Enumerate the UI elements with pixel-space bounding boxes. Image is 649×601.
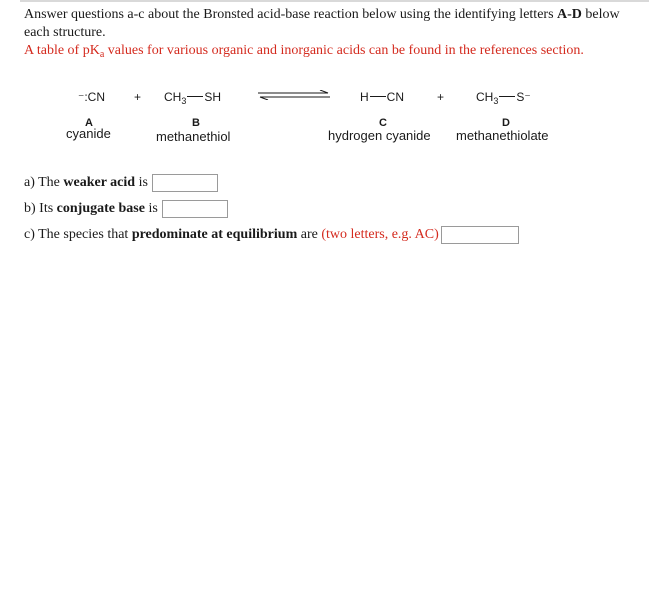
formula-a-text: ⁻:CN (78, 90, 105, 104)
name-b: methanethiol (156, 129, 231, 144)
reference-text: A table of pK (24, 43, 100, 58)
label-d: D (502, 117, 510, 129)
top-divider (20, 0, 649, 2)
question-c (24, 225, 519, 245)
name-d: methanethiolate (456, 128, 549, 143)
name-a: cyanide (66, 126, 111, 141)
question-a-suffix: is (135, 175, 148, 190)
answer-b-input[interactable] (162, 200, 228, 218)
question-b-prefix: b) Its (24, 201, 57, 216)
reference-text-end: values for various organic and inorganic acids can be found in the references section. (104, 43, 584, 58)
answer-a-input[interactable] (152, 174, 218, 192)
question-c-bold: predominate at equilibrium (131, 227, 298, 242)
formula-d-ch: CH (476, 90, 494, 104)
question-b-bold: conjugate base (56, 201, 145, 216)
plus-sign: + (437, 90, 445, 104)
formula-d (476, 90, 531, 104)
prompt-text-end: below (581, 7, 620, 22)
formula-b-ch: CH (164, 90, 182, 104)
question-c-prefix: c) The species that (24, 227, 132, 242)
formula-b (164, 90, 221, 104)
formula-c-cn: CN (386, 90, 405, 104)
label-c: C (379, 117, 387, 129)
prompt-text: Answer questions a-c about the Bronsted acid-base reaction below using the identifying letters (24, 7, 558, 22)
question-a (24, 173, 218, 193)
bond-line (187, 96, 203, 97)
plus-sign: + (134, 90, 142, 104)
question-b-suffix: is (144, 201, 158, 216)
formula-b-sh: SH (204, 90, 222, 104)
name-c: hydrogen cyanide (328, 128, 431, 143)
bond-line (499, 96, 515, 97)
question-prompt (24, 6, 649, 42)
label-b: B (192, 117, 200, 129)
formula-a (78, 90, 105, 104)
prompt-letters: A-D (557, 7, 582, 22)
question-c-suffix: are (297, 227, 322, 242)
bond-line (370, 96, 386, 97)
answer-c-input[interactable] (441, 226, 519, 244)
question-c-hint: (two letters, e.g. AC) (321, 227, 439, 242)
formula-b-sub: 3 (181, 96, 187, 106)
reference-note (24, 42, 584, 60)
question-a-bold: weaker acid (63, 175, 136, 190)
formula-c (360, 90, 404, 104)
formula-d-s: S⁻ (516, 90, 531, 104)
question-b (24, 199, 228, 219)
formula-d-sub: 3 (493, 96, 499, 106)
question-a-prefix: a) The (24, 175, 64, 190)
prompt-line2: each structure. (24, 25, 106, 40)
label-a: A (85, 117, 93, 129)
equilibrium-arrow-icon (258, 90, 330, 100)
pka-subscript: a (99, 49, 105, 60)
formula-c-h: H (360, 90, 369, 104)
